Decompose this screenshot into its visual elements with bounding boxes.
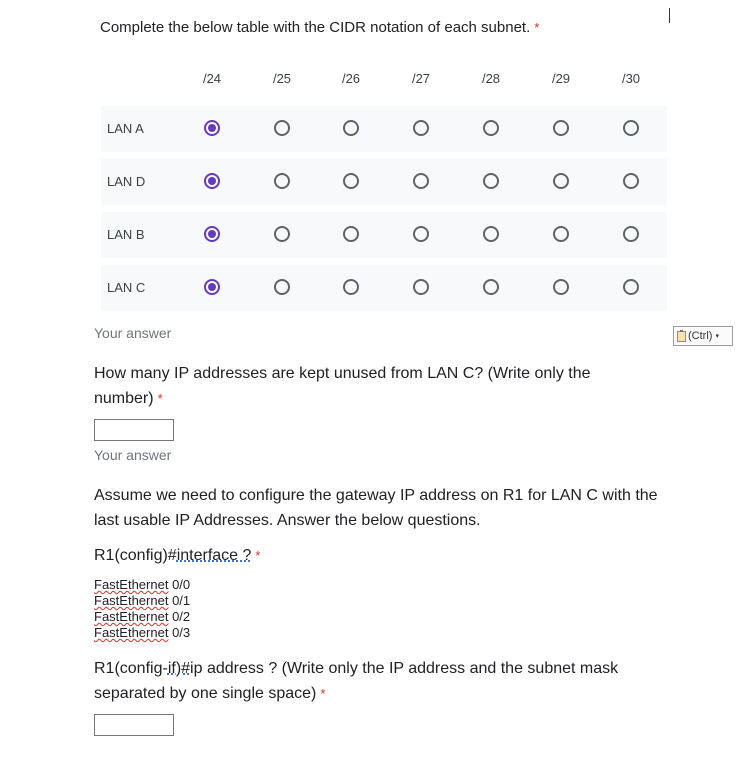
row-label: LAN B	[107, 227, 145, 242]
option-word: FastEthernet	[94, 625, 169, 640]
required-asterisk: *	[157, 391, 163, 406]
q4-answer-input[interactable]	[94, 714, 174, 736]
required-asterisk: *	[534, 20, 540, 35]
radio-lan-c-27[interactable]	[413, 279, 429, 295]
row-label: LAN C	[107, 280, 146, 295]
q2-line2: number)	[94, 390, 154, 407]
col-header-24: /24	[202, 71, 222, 86]
q3-options-list	[94, 577, 190, 641]
q3-prefix: R1(config)#	[94, 547, 177, 564]
radio-lan-a-29[interactable]	[553, 120, 569, 136]
radio-lan-b-28[interactable]	[483, 226, 499, 242]
radio-lan-d-30[interactable]	[623, 173, 639, 189]
q3-underlined: interface ?	[176, 547, 252, 564]
radio-lan-d-25[interactable]	[274, 173, 290, 189]
paste-options-button[interactable]	[673, 326, 733, 346]
option-num: 0/1	[172, 593, 191, 608]
radio-lan-b-24[interactable]	[204, 226, 220, 242]
grid-row-lan-b	[101, 212, 667, 258]
list-item	[94, 609, 190, 625]
col-header-29: /29	[551, 71, 571, 86]
grid-row-lan-d	[101, 159, 667, 205]
col-header-30: /30	[621, 71, 641, 86]
col-header-26: /26	[341, 71, 361, 86]
radio-lan-c-30[interactable]	[623, 279, 639, 295]
radio-lan-a-30[interactable]	[623, 120, 639, 136]
option-num: 0/0	[172, 577, 191, 592]
row-label: LAN A	[107, 121, 144, 136]
your-answer-label: Your answer	[94, 325, 172, 341]
radio-lan-d-24[interactable]	[204, 173, 220, 189]
radio-lan-d-27[interactable]	[413, 173, 429, 189]
radio-lan-c-28[interactable]	[483, 279, 499, 295]
q4-prefix: R1(config-	[94, 660, 168, 677]
info-paragraph	[94, 483, 714, 533]
radio-lan-d-26[interactable]	[343, 173, 359, 189]
radio-lan-b-30[interactable]	[623, 226, 639, 242]
q4-rest: ip address ? (Write only the IP address and the subnet mask	[190, 660, 619, 677]
col-header-25: /25	[272, 71, 292, 86]
option-word: FastEthernet	[94, 577, 169, 592]
required-asterisk: *	[255, 548, 261, 563]
radio-lan-b-25[interactable]	[274, 226, 290, 242]
col-header-27: /27	[411, 71, 431, 86]
your-answer-label: Your answer	[94, 447, 172, 463]
radio-lan-c-24[interactable]	[204, 279, 220, 295]
option-word: FastEthernet	[94, 593, 169, 608]
radio-lan-c-25[interactable]	[274, 279, 290, 295]
list-item	[94, 593, 190, 609]
q1-title	[100, 19, 539, 36]
radio-lan-a-26[interactable]	[343, 120, 359, 136]
radio-lan-a-28[interactable]	[483, 120, 499, 136]
radio-lan-c-29[interactable]	[553, 279, 569, 295]
radio-lan-d-29[interactable]	[553, 173, 569, 189]
q2-title	[94, 361, 714, 411]
paste-options-label: (Ctrl)	[688, 330, 713, 342]
option-num: 0/3	[172, 625, 191, 640]
radio-lan-c-26[interactable]	[343, 279, 359, 295]
q3-title	[94, 543, 260, 568]
required-asterisk: *	[320, 686, 326, 701]
grid-row-lan-a	[101, 106, 667, 152]
q1-title-text: Complete the below table with the CIDR notation of each subnet.	[100, 19, 531, 36]
info-line1: Assume we need to configure the gateway IP address on R1 for LAN C with the	[94, 487, 658, 504]
q2-answer-input[interactable]	[94, 419, 174, 441]
col-header-28: /28	[481, 71, 501, 86]
clipboard-icon	[677, 331, 686, 342]
radio-lan-a-24[interactable]	[204, 120, 220, 136]
list-item	[94, 625, 190, 641]
radio-lan-d-28[interactable]	[483, 173, 499, 189]
option-num: 0/2	[172, 609, 191, 624]
radio-lan-b-27[interactable]	[413, 226, 429, 242]
radio-lan-b-29[interactable]	[553, 226, 569, 242]
radio-lan-a-25[interactable]	[274, 120, 290, 136]
radio-lan-b-26[interactable]	[343, 226, 359, 242]
q4-line2: separated by one single space)	[94, 685, 317, 702]
info-line2: last usable IP Addresses. Answer the below questions.	[94, 512, 481, 529]
option-word: FastEthernet	[94, 609, 169, 624]
q4-title	[94, 656, 714, 706]
radio-lan-a-27[interactable]	[413, 120, 429, 136]
text-cursor	[669, 8, 670, 23]
q2-line1: How many IP addresses are kept unused from LAN C? (Write only the	[94, 365, 591, 382]
row-label: LAN D	[107, 174, 146, 189]
grid-row-lan-c	[101, 265, 667, 311]
list-item	[94, 577, 190, 593]
chevron-down-icon: ▾	[715, 333, 719, 340]
q4-underlined: if)#	[167, 660, 191, 677]
